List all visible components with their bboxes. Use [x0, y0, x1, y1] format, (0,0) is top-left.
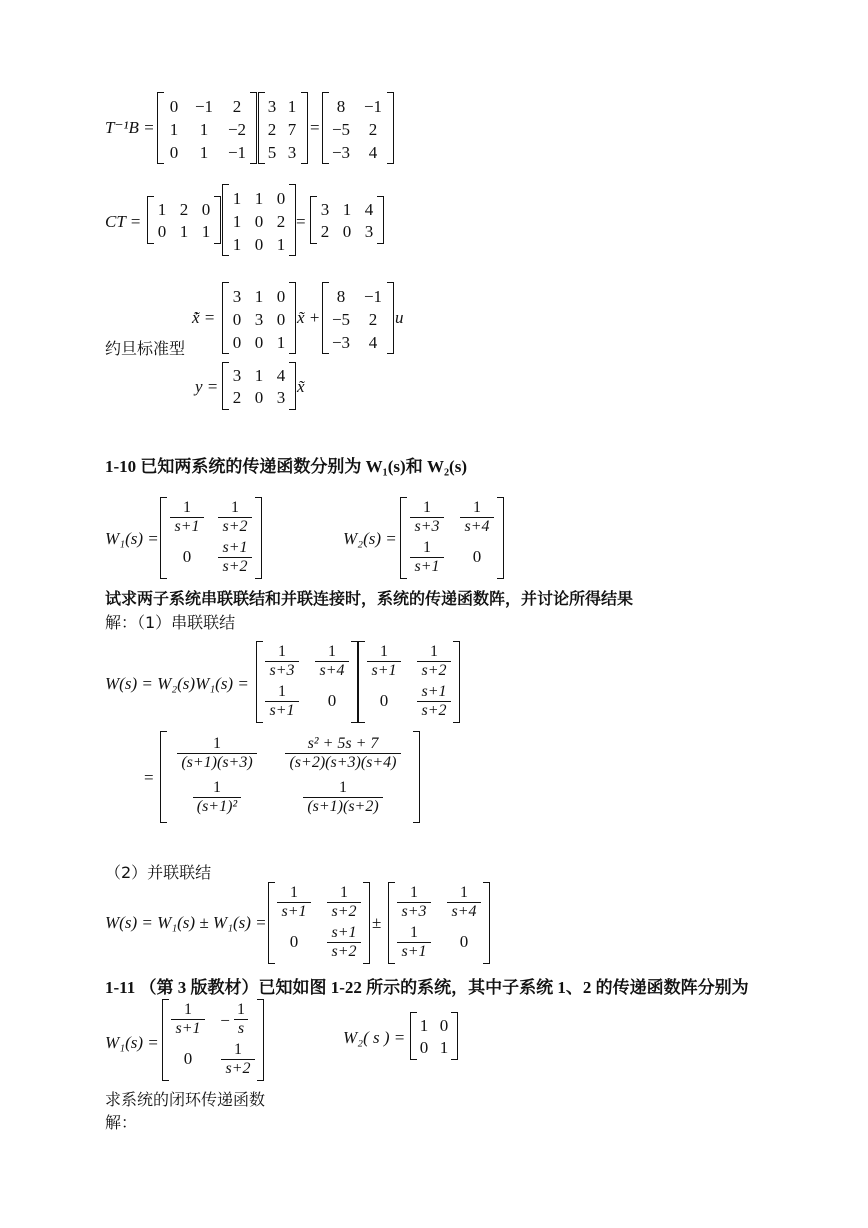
num: s+1	[331, 924, 357, 941]
cell: 0	[169, 143, 179, 162]
cell: 7	[287, 120, 297, 139]
eq2-matrix-1	[147, 196, 221, 244]
num: 1	[213, 779, 221, 796]
eq1-matrix-2	[258, 92, 308, 164]
num: 1	[278, 643, 286, 660]
frac	[323, 884, 365, 922]
den: (s+1)(s+2)	[303, 797, 382, 816]
cell: 0	[276, 189, 286, 208]
cell: 3	[276, 388, 286, 407]
q111-title: 1-11 （第 3 版教材）已知如图 1-22 所示的系统，其中子系统 1、2 的传递函数阵分别为	[105, 978, 749, 997]
cell: 3	[364, 222, 374, 241]
q111-w1-lhs: W₁(s) =	[105, 1033, 159, 1052]
frac	[273, 884, 315, 922]
cell: 4	[364, 200, 374, 219]
cell: 0	[472, 547, 482, 566]
cell: 2	[368, 120, 378, 139]
frac	[169, 779, 265, 817]
cell: 0	[157, 222, 167, 241]
frac	[393, 884, 435, 922]
cell: 4	[368, 333, 378, 352]
num: 1	[328, 643, 336, 660]
num: 1	[380, 643, 388, 660]
cell: 3	[232, 366, 242, 385]
frac	[215, 539, 255, 577]
den: s+3	[397, 902, 430, 921]
num: s² + 5s + 7	[307, 735, 379, 752]
frac	[363, 643, 405, 681]
frac	[229, 1001, 253, 1039]
num: 1	[423, 499, 431, 516]
series-equals: =	[144, 768, 154, 787]
num: 1	[340, 884, 348, 901]
cell: 1	[232, 189, 242, 208]
eq1-matrix-1	[157, 92, 257, 164]
cell: 0	[276, 310, 286, 329]
num: 1	[473, 499, 481, 516]
q111-sol: 解：	[105, 1113, 138, 1132]
q111-w1-matrix	[162, 999, 264, 1081]
cell: 0	[419, 1038, 429, 1057]
cell: −1	[363, 97, 383, 116]
den: s+2	[218, 517, 251, 536]
den: s+2	[417, 661, 450, 680]
cell: 2	[276, 212, 286, 231]
cell: 1	[342, 200, 352, 219]
den: (s+1)²	[193, 797, 241, 816]
cell: 1	[232, 212, 242, 231]
den: s+2	[327, 942, 360, 961]
num: 1	[213, 735, 221, 752]
cell: 3	[267, 97, 277, 116]
cell: 2	[232, 97, 242, 116]
cell: 0	[289, 932, 299, 951]
frac	[275, 779, 411, 817]
frac	[275, 735, 411, 773]
cell: −2	[227, 120, 247, 139]
cell: 1	[199, 120, 209, 139]
num: 1	[183, 499, 191, 516]
den: s+1	[170, 517, 203, 536]
q111-w2-lhs: W₂( s ) =	[343, 1028, 406, 1047]
num: 1	[460, 884, 468, 901]
parallel-pm: ±	[372, 913, 382, 932]
den: s+3	[410, 517, 443, 536]
cell: −3	[331, 333, 351, 352]
cell: 3	[287, 143, 297, 162]
cell: −1	[363, 287, 383, 306]
den: (s+1)(s+3)	[177, 753, 256, 772]
cell: 1	[439, 1038, 449, 1057]
cell: 3	[232, 287, 242, 306]
q110-question: 试求两子系统串联联结和并联连接时，系统的传递函数阵，并讨论所得结果	[105, 589, 634, 608]
num: 1	[237, 1001, 245, 1018]
cell: 2	[267, 120, 277, 139]
cell: 8	[336, 97, 346, 116]
den: s+4	[447, 902, 480, 921]
eq1-equals: =	[310, 118, 320, 137]
eq2-lhs: CT =	[105, 212, 142, 231]
cell: 2	[368, 310, 378, 329]
cell: 1	[199, 143, 209, 162]
frac	[413, 683, 455, 721]
den: s+1	[171, 1019, 204, 1038]
cell: −1	[194, 97, 214, 116]
cell: 5	[267, 143, 277, 162]
cell: 1	[232, 235, 242, 254]
cell: 8	[336, 287, 346, 306]
num: 1	[410, 884, 418, 901]
frac	[215, 499, 255, 537]
eq1-matrix-3	[322, 92, 394, 164]
jordan-mid: x̃ +	[297, 308, 321, 327]
q110-w2-matrix	[400, 497, 504, 579]
cell: 1	[201, 222, 211, 241]
cell: 0	[327, 691, 337, 710]
num: 1	[430, 643, 438, 660]
parallel-w1-matrix	[268, 882, 370, 964]
cell: 0	[459, 932, 469, 951]
den: s+2	[221, 1059, 254, 1078]
eq1-lhs: T⁻¹B =	[105, 118, 155, 137]
frac	[169, 735, 265, 773]
series-lhs: W(s) = W₂(s)W₁(s) =	[105, 674, 249, 693]
eq2-matrix-2	[222, 184, 296, 256]
den: s+2	[327, 902, 360, 921]
q110-sol1: 解：（1）串联联结	[105, 613, 236, 632]
den: s+1	[277, 902, 310, 921]
cell: 2	[232, 388, 242, 407]
frac	[443, 884, 485, 922]
cell: 0	[201, 200, 211, 219]
cell: 0	[182, 547, 192, 566]
cell: −5	[331, 120, 351, 139]
jordan-xt: x̃	[297, 377, 305, 396]
num: 1	[184, 1001, 192, 1018]
cell: 2	[179, 200, 189, 219]
frac	[261, 643, 303, 681]
cell: 0	[169, 97, 179, 116]
frac	[457, 499, 497, 537]
parallel-lhs: W(s) = W₁(s) ± W₁(s) =	[105, 913, 267, 932]
den: s+1	[410, 557, 443, 576]
jordan-y: y =	[195, 377, 219, 396]
num: 1	[231, 499, 239, 516]
den: s+4	[315, 661, 348, 680]
q111-question: 求系统的闭环传递函数	[105, 1090, 266, 1109]
frac	[311, 643, 353, 681]
q111-w2-matrix	[410, 1012, 458, 1060]
jordan-C-matrix	[222, 362, 296, 410]
q110-w1-lhs: W₁(s) =	[105, 529, 159, 548]
frac	[393, 924, 435, 962]
num: 1	[423, 539, 431, 556]
den: s+3	[265, 661, 298, 680]
jordan-u: u	[395, 308, 404, 327]
den: s	[234, 1019, 248, 1038]
den: s+1	[397, 942, 430, 961]
eq2-matrix-3	[310, 196, 384, 244]
cell: 1	[157, 200, 167, 219]
cell: 2	[320, 222, 330, 241]
frac	[407, 499, 447, 537]
cell: 0	[254, 212, 264, 231]
q110-sol2: （2）并联联结	[105, 863, 212, 882]
q110-w2-lhs: W₂(s) =	[343, 529, 397, 548]
eq2-equals: =	[296, 212, 306, 231]
num: s+1	[222, 539, 248, 556]
cell: 1	[179, 222, 189, 241]
series-w2-matrix	[256, 641, 358, 723]
q110-title: 1-10 已知两系统的传递函数分别为 W₁(s)和 W₂(s)	[105, 457, 467, 476]
cell: 1	[419, 1016, 429, 1035]
den: (s+2)(s+3)(s+4)	[285, 753, 400, 772]
den: s+4	[460, 517, 493, 536]
den: s+1	[265, 701, 298, 720]
cell: 1	[254, 189, 264, 208]
series-result-matrix	[160, 731, 420, 823]
cell: 3	[254, 310, 264, 329]
cell: 3	[320, 200, 330, 219]
cell: 4	[276, 366, 286, 385]
den: s+2	[218, 557, 251, 576]
num: 1	[339, 779, 347, 796]
jordan-xdot: x̃̇ =	[192, 308, 216, 327]
cell: 1	[169, 120, 179, 139]
cell: −1	[227, 143, 247, 162]
frac	[167, 499, 207, 537]
cell: 1	[254, 287, 264, 306]
num: 1	[290, 884, 298, 901]
cell: 1	[254, 366, 264, 385]
q110-w1-matrix	[160, 497, 262, 579]
cell: 1	[276, 333, 286, 352]
frac	[407, 539, 447, 577]
num: s+1	[421, 683, 447, 700]
num: 1	[410, 924, 418, 941]
parallel-w2-matrix	[388, 882, 490, 964]
cell: −5	[331, 310, 351, 329]
num: 1	[234, 1041, 242, 1058]
cell: −3	[331, 143, 351, 162]
cell: 0	[254, 333, 264, 352]
cell: 0	[232, 310, 242, 329]
series-w1-matrix	[358, 641, 460, 723]
den: s+2	[417, 701, 450, 720]
jordan-B-matrix	[322, 282, 394, 354]
cell: 1	[287, 97, 297, 116]
frac	[167, 1001, 209, 1039]
den: s+1	[367, 661, 400, 680]
cell: 0	[254, 235, 264, 254]
frac	[413, 643, 455, 681]
cell: 0	[232, 333, 242, 352]
minus-sign: −	[220, 1011, 230, 1030]
cell: 0	[379, 691, 389, 710]
cell: 0	[183, 1049, 193, 1068]
cell: 0	[254, 388, 264, 407]
cell: 4	[368, 143, 378, 162]
jordan-A-matrix	[222, 282, 296, 354]
frac	[261, 683, 303, 721]
cell: 0	[439, 1016, 449, 1035]
cell: 0	[276, 287, 286, 306]
num: 1	[278, 683, 286, 700]
frac	[323, 924, 365, 962]
cell: 0	[342, 222, 352, 241]
frac	[217, 1041, 259, 1079]
cell: 1	[276, 235, 286, 254]
jordan-label: 约旦标准型	[105, 339, 186, 358]
